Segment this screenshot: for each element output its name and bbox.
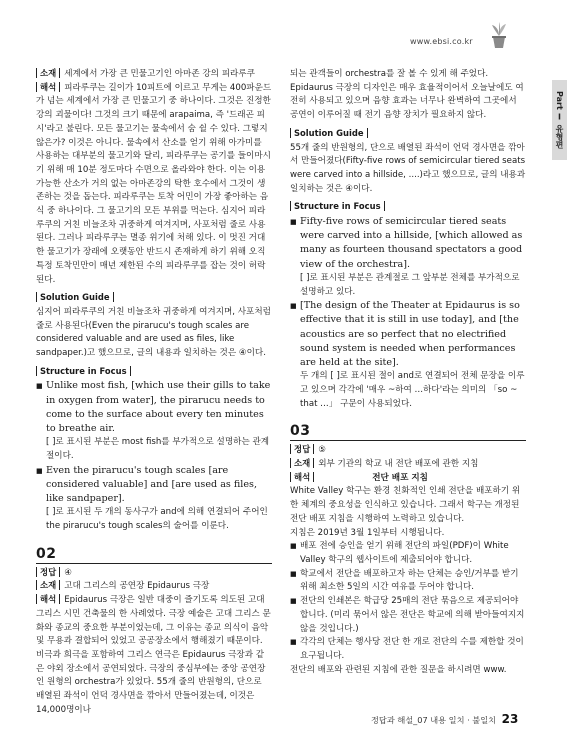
q1-focus-note-1: [ ]로 표시된 부분은 most fish를 부가적으로 설명하는 관계절이다. xyxy=(46,437,270,461)
answer-label: 정답 xyxy=(290,444,314,454)
q3-effective-date: 지침은 2019년 3월 1일부터 시행됩니다. xyxy=(290,527,445,538)
q3-subject: 소재 외부 기관의 학교 내 전단 배포에 관한 지침 xyxy=(290,458,526,472)
q1-focus-note-2: [ ]로 표시된 두 개의 동사구가 and에 의해 연결되어 주어인 the pirarucu's tough scales의 술어를 이룬다. xyxy=(46,507,268,531)
q2-focus-note-2: 두 개의 [ ]로 표시된 절이 and로 연결되어 전체 문장을 이루고 있으며 각각에 '매우 ~하여 …하다'라는 의미의 「so ~ that …」 구문이 사용되었다. xyxy=(300,371,525,409)
q3-item-2: ■ 학교에서 전단을 배포하고자 하는 단체는 승인/거부를 받기 위해 최소한 5일의 시간 여유를 두어야 합니다. xyxy=(290,568,526,595)
q2-structure-heading: Structure in Focus xyxy=(290,201,385,211)
q3-answer: 정답 ⑤ xyxy=(290,444,526,458)
subject-label: 소재 xyxy=(36,580,60,590)
q3-item-1: ■ 배포 전에 승인을 얻기 위해 전단의 파일(PDF)이 White Valley 학구의 웹사이트에 제출되어야 합니다. xyxy=(290,540,526,567)
q1-translation: 해석 피라루쿠는 길이가 10피트에 이르고 무게는 400파운드가 넘는 세계에서 가장 큰 민물고기 중 하나이다. 그것은 진정한 강의 괴물이다! 그것의 크기 때문에 arapaima, 즉 '드래곤 피시'라고 불린다. 모든 물고기는 물속에서 숨 쉴 수 있다. 그렇지 않은가? 이것은 아니다. 물속에서 산소를 얻기 위해 아가미를 사용하는 대부분의 물고기와 달리, 피라루쿠는 공기를 들이마시기 위해 매 10분 정도마다 수면으로 올라와야 한다. 이는 이용 가능한 산소가 거의 없는 아마존강의 탁한 호수에서 그것이 생존하는 것을 돕는다. 피라루쿠는 토착 어민이 가장 좋아하는 음식 중 하나이다. 그 물고기의 모든 부위를 먹는다. 심지어 피라루쿠의 거친 비늘조차 귀중하게 여겨지며, 사포처럼 줄로 사용된다. 그러나 피라루쿠는 멸종 위기에 처해 있다. 이 멋진 거대한 물고기가 장래에 오랫동안 반드시 존재하게 하기 위해 오직 특정 토착민만이 매년 제한된 수의 피라루쿠를 잡는 것이 허락된다. xyxy=(36,81,272,285)
right-column xyxy=(290,68,526,677)
q2-solution-guide-heading: Solution Guide xyxy=(290,128,368,138)
q1-focus-sentence-2: ■ Even the pirarucu's tough scales [are considered valuable] and [are used as files, like sandpaper]. xyxy=(36,464,272,507)
q3-last-line: 전단의 배포와 관련된 지침에 관한 질문을 하시려면 www. xyxy=(290,664,507,675)
q2-answer: 정답 ④ xyxy=(36,567,272,581)
q2-number: 02 xyxy=(36,545,57,562)
q3-divider xyxy=(290,440,526,441)
q1-solution-guide-heading: Solution Guide xyxy=(36,292,114,302)
q2-subject: 소재 고대 그리스의 공연장 Epidaurus 극장 xyxy=(36,580,272,594)
q3-translation-heading xyxy=(290,472,526,486)
q2-translation-cont: 되는 관객들이 orchestra를 잘 볼 수 있게 해 주었다. Epidaurus 극장의 디자인은 매우 효율적이어서 오늘날에도 여전히 사용되고 있으며 음향 효과는 너무나 완벽하여 그곳에서 공연이 이루어질 때 전기 음향 장치가 필요하지 않다. xyxy=(290,69,524,121)
q3-item-4: ■ 각각의 단체는 행사당 전단 한 개로 전단의 수를 제한할 것이 요구됩니다. xyxy=(290,636,526,663)
q2-divider xyxy=(36,563,272,564)
q1-focus-sentence-1: ■ Unlike most fish, [which use their gills to take in oxygen from water], the pirarucu needs to come to the surface about every ten minutes to breathe air. xyxy=(36,379,272,436)
q3-item-3: ■ 전단의 인쇄본은 학급당 25매의 전단 묶음으로 제공되어야 합니다. (미리 묶어서 않은 전단은 학교에 의해 받아들여지지 않을 것입니다.) xyxy=(290,595,526,636)
q2-focus-note-1: [ ]로 표시된 부분은 관계절로 그 앞부분 전체를 부가적으로 설명하고 있다. xyxy=(300,272,520,297)
left-column xyxy=(36,68,272,717)
header-url: www.ebsi.co.kr xyxy=(410,37,473,46)
q1-solution-guide: 심지어 피라루쿠의 거친 비늘조차 귀중하게 여겨지며, 사포처럼 줄로 사용된다(Even the pirarucu's tough scales are considered valuable and are used as files, like sandpaper.)고 했으므로, 글의 내용과 일치하는 것은 ④이다. xyxy=(36,306,271,359)
footer-text: 정답과 해설_07 내용 일치 · 불일치 xyxy=(371,715,497,725)
subject-label: 소재 xyxy=(290,458,314,468)
plant-logo-icon xyxy=(488,20,510,50)
q2-focus-sentence-2: ■ [The design of the Theater at Epidaurus is so effective that it is still in use today], and [the acoustics are so perfect that no electrified sound system is needed when performances are held at the site]. xyxy=(290,299,526,370)
notice-title: 전단 배포 지침 xyxy=(372,472,428,483)
translation-label: 해석 xyxy=(36,82,60,92)
subject-label: 소재 xyxy=(36,68,60,78)
page-footer xyxy=(371,712,518,726)
translation-label: 해석 xyxy=(290,472,314,482)
q3-number: 03 xyxy=(290,423,311,440)
q1-subject: 소재 세계에서 가장 큰 민물고기인 아마존 강의 피라루쿠 xyxy=(36,68,272,82)
q2-solution-guide: 55개 줄의 반원형의, 단으로 배열된 좌석이 언덕 경사면을 깎아서 만들어졌다(Fifty-five rows of semicircular tiered seats were carved into a hillside, ....)라고 했으므로, 글의 내용과 일치하는 것은 ④이다. xyxy=(290,142,526,194)
q1-structure-heading: Structure in Focus xyxy=(36,366,131,376)
q3-intro: White Valley 학구는 환경 친화적인 인쇄 전단을 배포하기 위한 체계의 중요성을 인식하고 있습니다. 그래서 학구는 개정된 전단 배포 지침을 시행하여 노력하고 있습니다. xyxy=(290,486,521,524)
q2-focus-sentence-1: ■ Fifty-five rows of semicircular tiered seats were carved into a hillside, [which allowed as many as fourteen thousand spectators a good view of the orchestra]. xyxy=(290,215,526,272)
q2-translation: 해석 Epidaurus 극장은 일반 대중이 즐기도록 의도된 고대 그리스 시민 건축물의 한 사례였다. 극장 예술은 고대 그리스 문화와 종교의 중요한 부분이었는데, 그 이유는 종교 의식이 음악 및 무용과 결합되어 있었고 공공장소에서 행해졌기 때문이다. 비극과 희극을 포함하여 그리스 연극은 Epidaurus 극장과 같은 야외 장소에서 공연되었다. 극장의 중심부에는 중앙 공연장인 원형의 orchestra가 있었다. 55개 줄의 반원형의, 단으로 배열된 좌석이 언덕 경사면을 깎아서 만들어졌는데, 이것은 14,000명이나 xyxy=(36,594,271,715)
translation-label: 해석 xyxy=(36,594,60,604)
page-number: 23 xyxy=(501,712,519,726)
side-tab xyxy=(552,80,567,160)
answer-label: 정답 xyxy=(36,567,60,577)
side-tab-label: Part Ⅰ 유형편 xyxy=(555,91,564,149)
